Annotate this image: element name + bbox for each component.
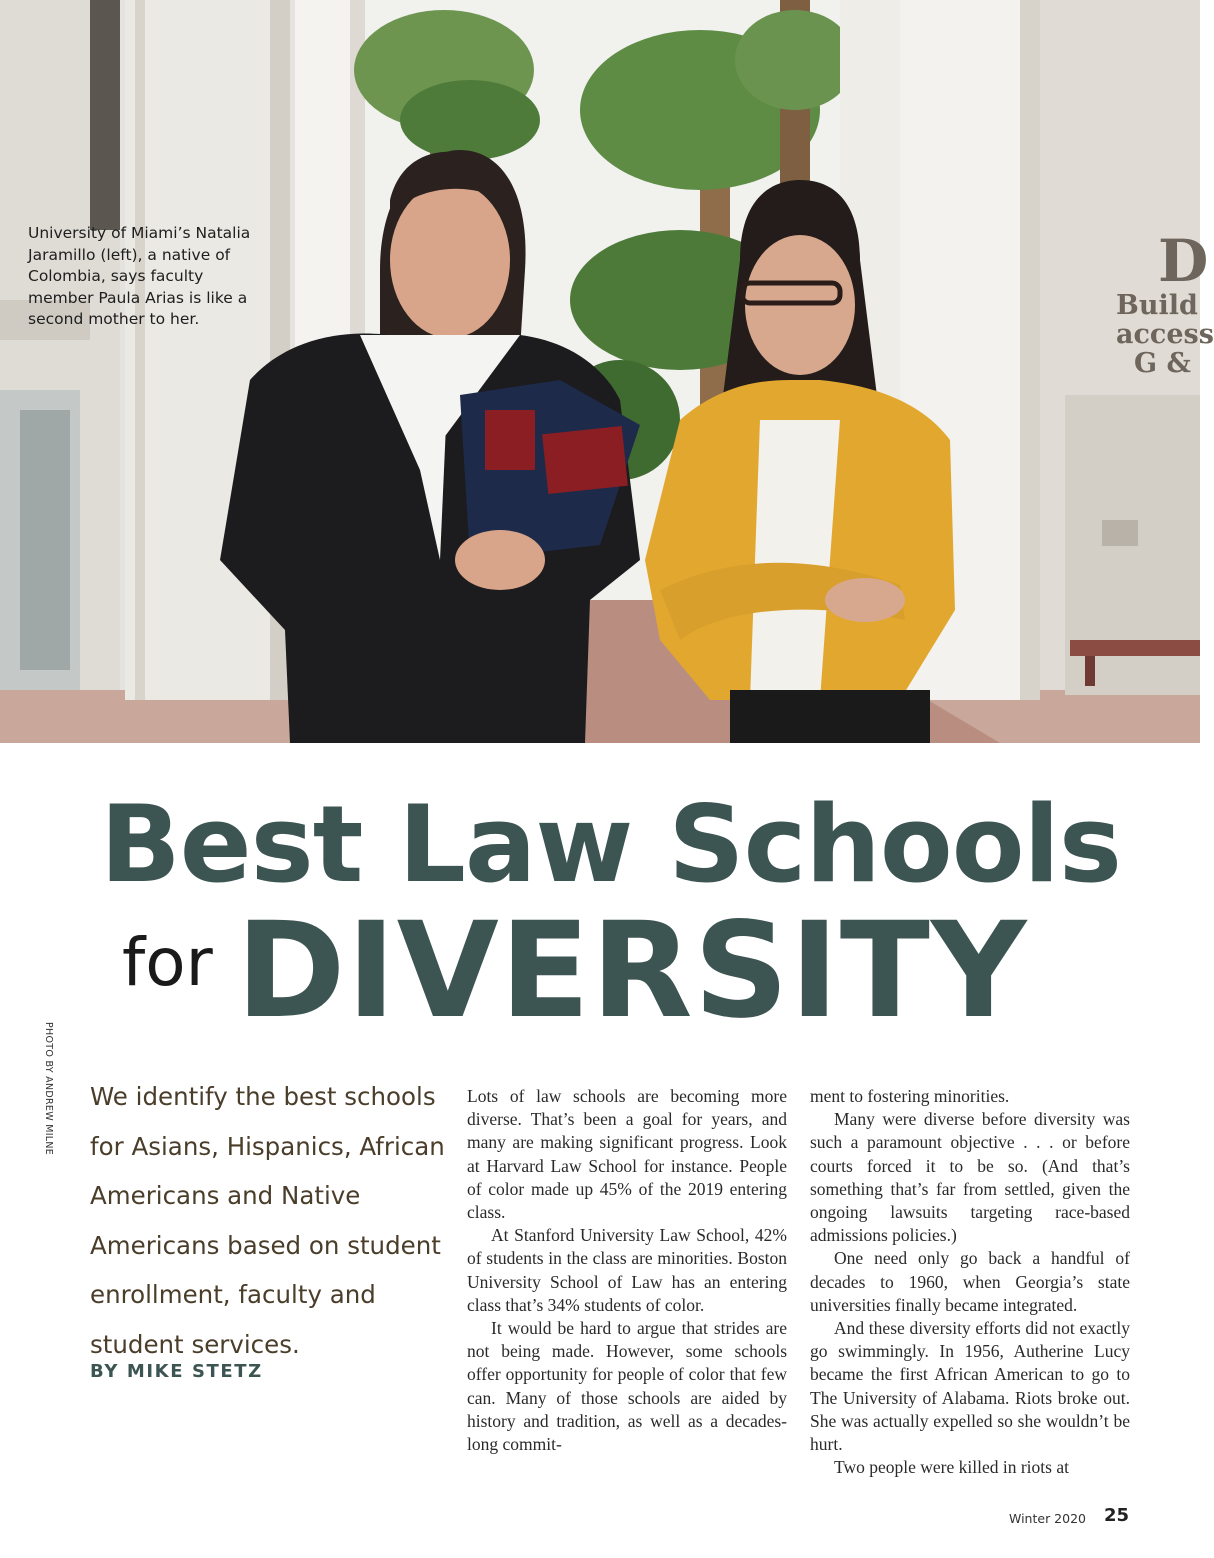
- paragraph: One need only go back a handful of decades to 1960, when Georgia’s state universities finally became integrated.: [810, 1248, 1130, 1315]
- article-deck: We identify the best schools for Asians, Hispanics, African Americans and Native Americans based on student enrollment, faculty and student services.: [90, 1082, 445, 1359]
- article-column-1: [467, 1085, 787, 1456]
- paragraph: Two people were killed in riots at: [834, 1457, 1069, 1478]
- headline-diversity: DIVERSITY: [236, 894, 1028, 1048]
- building-sign: [1116, 227, 1214, 379]
- footer-issue-date: Winter 2020: [1009, 1511, 1086, 1526]
- building-sign-letter: D: [1158, 227, 1209, 295]
- byline: BY MIKE STETZ: [90, 1361, 263, 1382]
- paragraph: Many were diverse before diversity was such a paramount objective . . . or before courts forced it to be so. (And that’s something that’s far from settled, given the ongoing lawsuits targeting race-based admissions policies.): [810, 1109, 1130, 1246]
- paragraph: At Stanford University Law School, 42% of students in the class are minorities. Boston University School of Law has an entering class that’s 34% students of color.: [467, 1225, 787, 1315]
- article-column-2: [810, 1085, 1130, 1479]
- page-number: 25: [1104, 1505, 1130, 1526]
- paragraph: Lots of law schools are becoming more diverse. That’s been a goal for years, and many are making significant progress. Look at Harvard Law School for instance. People of color made up 45% of the 2019 entering class.: [467, 1086, 787, 1223]
- paragraph: ment to fostering minorities.: [810, 1086, 1010, 1106]
- hero-photo-illustration: [0, 0, 1200, 743]
- paragraph: It would be hard to argue that strides are not being made. However, some schools offer opportunity for people of color that few can. Many of those schools are aided by history and tradition, as well as a decades-long commit-: [467, 1318, 787, 1455]
- building-sign-line-3: G &: [1134, 348, 1191, 379]
- building-sign-line-2: access: [1116, 319, 1214, 350]
- headline-for: for: [122, 924, 213, 1001]
- hero-photo: [0, 0, 1214, 743]
- building-sign-line-1: Build: [1116, 290, 1198, 321]
- paragraph: And these diversity efforts did not exactly go swimmingly. In 1956, Autherine Lucy became the first African American to go to The University of Alabama. Riots broke out. She was actually expelled so she wouldn’t be hurt.: [810, 1318, 1130, 1455]
- photo-caption: University of Miami’s Natalia Jaramillo (left), a native of Colombia, says faculty member Paula Arias is like a second mother to her.: [28, 224, 251, 328]
- headline-main: Best Law Schools: [100, 783, 1121, 906]
